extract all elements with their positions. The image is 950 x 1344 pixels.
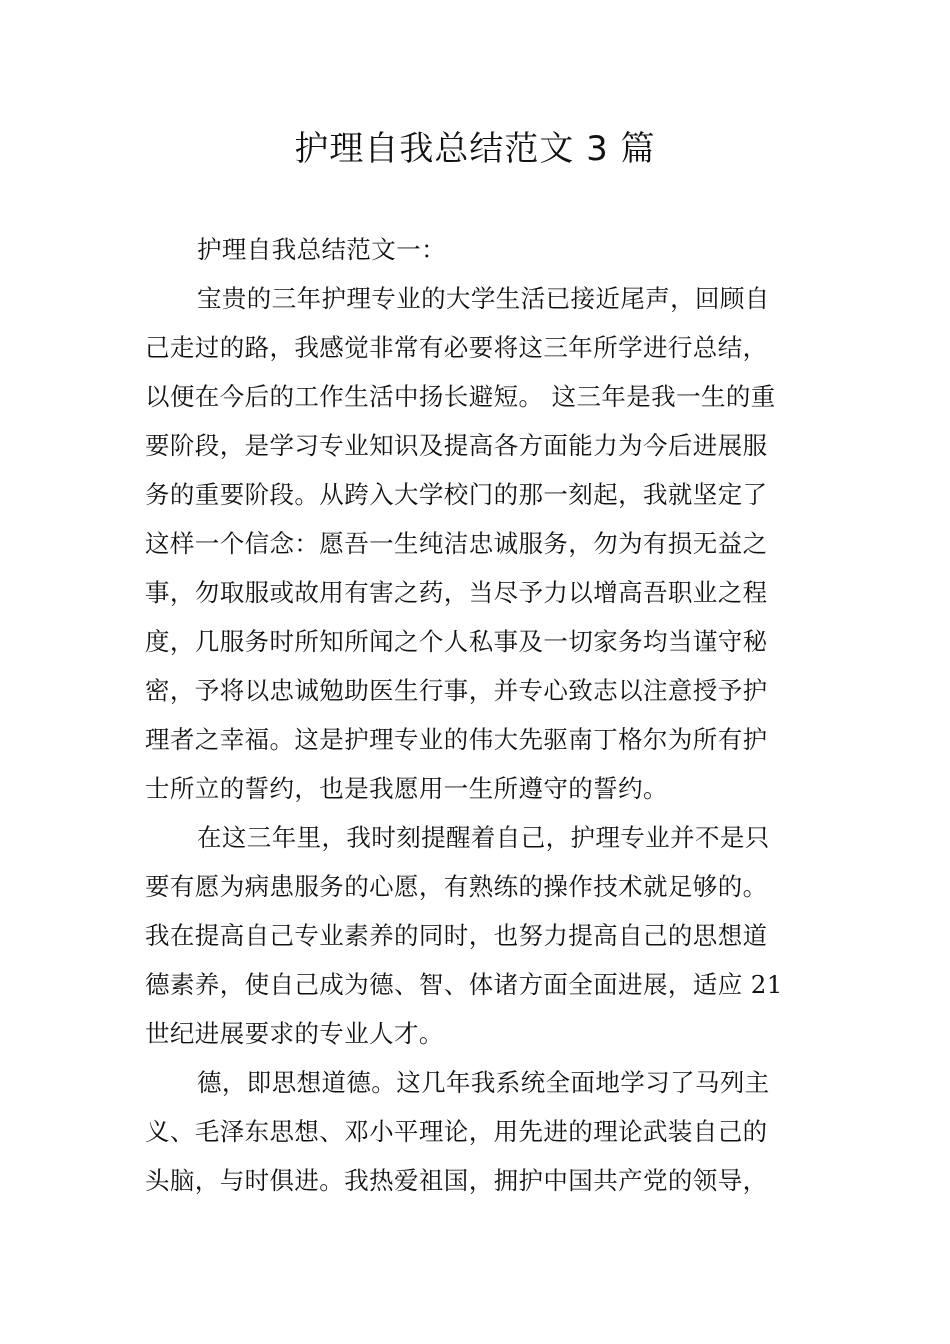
paragraph-line: 这样一个信念：愿吾一生纯洁忠诚服务，勿为有损无益之 xyxy=(145,529,768,558)
section-heading: 护理自我总结范文一： xyxy=(197,235,446,264)
paragraph-line: 头脑，与时俱进。我热爱祖国，拥护中国共产党的领导， xyxy=(145,1166,768,1195)
paragraph-line: 度，几服务时所知所闻之个人私事及一切家务均当谨守秘 xyxy=(145,627,768,656)
paragraph-line: 以便在今后的工作生活中扬长避短。 这三年是我一生的重 xyxy=(145,382,776,411)
paragraph-line: 在这三年里，我时刻提醒着自己，护理专业并不是只 xyxy=(197,823,770,852)
paragraph-line: 义、毛泽东思想、邓小平理论，用先进的理论武装自己的 xyxy=(145,1117,768,1146)
paragraph-line: 德素养，使自己成为德、智、体诸方面全面进展，适应 21 xyxy=(145,970,783,999)
paragraph-line: 要有愿为病患服务的心愿，有熟练的操作技术就足够的。 xyxy=(145,872,768,901)
paragraph-line: 密，予将以忠诚勉助医生行事，并专心致志以注意授予护 xyxy=(145,676,768,705)
document-title: 护理自我总结范文 3 篇 xyxy=(294,129,656,169)
paragraph-line: 我在提高自己专业素养的同时，也努力提高自己的思想道 xyxy=(145,921,768,950)
paragraph-line: 士所立的誓约，也是我愿用一生所遵守的誓约。 xyxy=(145,774,668,803)
paragraph-line: 务的重要阶段。从跨入大学校门的那一刻起，我就坚定了 xyxy=(145,480,768,509)
paragraph-line: 己走过的路，我感觉非常有必要将这三年所学进行总结， xyxy=(145,333,768,362)
paragraph-line: 宝贵的三年护理专业的大学生活已接近尾声，回顾自 xyxy=(197,284,770,313)
paragraph-line: 世纪进展要求的专业人才。 xyxy=(145,1019,444,1048)
paragraph-line: 理者之幸福。这是护理专业的伟大先驱南丁格尔为所有护 xyxy=(145,725,768,754)
paragraph-line: 德，即思想道德。这几年我系统全面地学习了马列主 xyxy=(197,1068,770,1097)
paragraph-line: 事，勿取服或故用有害之药，当尽予力以增高吾职业之程 xyxy=(145,578,768,607)
paragraph-line: 要阶段，是学习专业知识及提高各方面能力为今后进展服 xyxy=(145,431,768,460)
document-body xyxy=(145,225,807,1205)
